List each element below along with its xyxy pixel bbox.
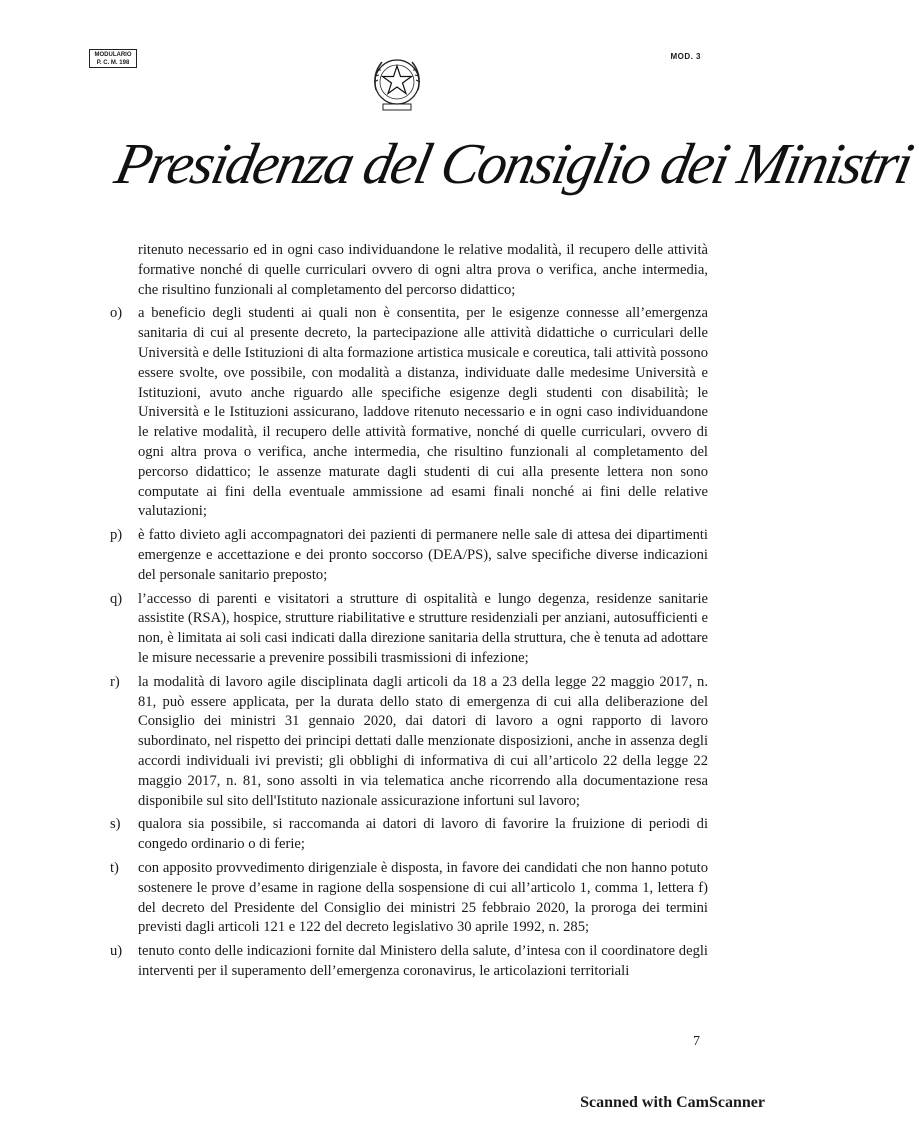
item-text: l’accesso di parenti e visitatori a strutture di ospitalità e lungo degenza, residenze sanitarie assistite (RSA), hospice, strutture riabilitative e strutture residenziali per anziani, autosufficienti e non, è limitata ai soli casi indicati dalla direzione sanitaria della struttura, che è tenuta ad adottare le misure necessarie a prevenire possibili trasmissioni di infezione; <box>138 590 708 666</box>
decree-text <box>110 241 708 982</box>
list-item <box>110 815 708 855</box>
list-item <box>110 942 708 982</box>
item-label: o) <box>110 305 123 322</box>
republic-emblem-icon <box>368 52 426 116</box>
item-text: tenuto conto delle indicazioni fornite dal Ministero della salute, d’intesa con il coordinatore degli interventi per il superamento dell’emergenza coronavirus, le articolazioni territoriali <box>138 943 708 979</box>
item-text: a beneficio degli studenti ai quali non è consentita, per le esigenze connesse all’emergenza sanitaria di cui al presente decreto, la partecipazione alle attività didattiche o curriculari delle Università e delle Istituzioni di alta formazione artistica musicale e coreutica, tali attività possono essere svolte, ove possibile, con modalità a distanza, individuate dalle medesime Università e Istituzioni, avuto anche riguardo alle specifiche esigenze degli studenti con disabilità; le Università e le Istituzioni assicurano, laddove ritenuto necessario e in ogni caso individuandone le relative modalità, il recupero delle attività formative, nonché di quelle curriculari, ovvero di ogni altra prova o verifica, anche intermedia, che risultino funzionali al completamento del percorso didattico; le assenze maturate dagli studenti di cui alla presente lettera non sono computate ai fini della eventuale ammissione ad esami finali nonché ai fini delle relative valutazioni; <box>138 305 708 520</box>
item-label <box>110 241 138 300</box>
item-text: qualora sia possibile, si raccomanda ai datori di lavoro di favorire la fruizione di periodi di congedo ordinario o di ferie; <box>138 816 708 853</box>
institution-title: Presidenza del Consiglio dei Ministri <box>109 131 918 196</box>
modulario-line: MODULARIO <box>94 52 132 58</box>
item-label: t) <box>110 859 119 876</box>
list-item <box>110 304 708 522</box>
list-item <box>110 241 708 300</box>
page-number: 7 <box>693 1034 700 1049</box>
item-label: r) <box>110 673 120 690</box>
list-item <box>110 590 708 669</box>
list-item <box>110 859 708 938</box>
modulario-line: P. C. M. 198 <box>96 60 130 66</box>
mod-label: MOD. 3 <box>670 52 701 61</box>
item-text: con apposito provvedimento dirigenziale è disposta, in favore dei candidati che non hanno potuto sostenere le prove d’esame in ragione della sospensione di cui all’articolo 1, comma 1, lettera f) del decreto del Presidente del Consiglio dei ministri 25 febbraio 2020, la proroga dei termini previsti dagli articoli 121 e 122 del decreto legislativo 30 aprile 1992, n. 285; <box>138 859 708 936</box>
list-item <box>110 526 708 585</box>
item-text: è fatto divieto agli accompagnatori dei pazienti di permanere nelle sale di attesa dei dipartimenti emergenze e accettazione e dei pronto soccorso (DEA/PS), salve specifiche diverse indicazioni del personale sanitario preposto; <box>138 527 708 583</box>
item-text: la modalità di lavoro agile disciplinata dagli articoli da 18 a 23 della legge 22 maggio 2017, n. 81, può essere applicata, per la durata dello stato di emergenza di cui alla deliberazione del Consiglio dei ministri 31 gennaio 2020, dai datori di lavoro a ogni rapporto di lavoro subordinato, nel rispetto dei principi dettati dalle menzionate disposizioni, anche in assenza degli accordi individuali ivi previsti; gli obblighi di informativa di cui all’articolo 22 della legge 22 maggio 2017, n. 81, sono assolti in via telematica anche ricorrendo alla documentazione resa disponibile sul sito dell'Istituto nazionale assicurazione infortuni sul lavoro; <box>138 673 708 809</box>
item-label: p) <box>110 527 123 544</box>
scanner-watermark: Scanned with CamScanner <box>580 1094 765 1111</box>
list-item <box>110 673 708 812</box>
item-label: s) <box>110 816 121 833</box>
item-label: q) <box>110 590 123 607</box>
modulario-box <box>89 49 137 68</box>
item-text: ritenuto necessario ed in ogni caso individuandone le relative modalità, il recupero delle attività formative nonché di quelle curriculari ovvero di ogni altra prova o verifica, anche intermedia, che risultino funzionali al completamento del percorso didattico; <box>138 242 708 298</box>
item-label: u) <box>110 943 123 960</box>
